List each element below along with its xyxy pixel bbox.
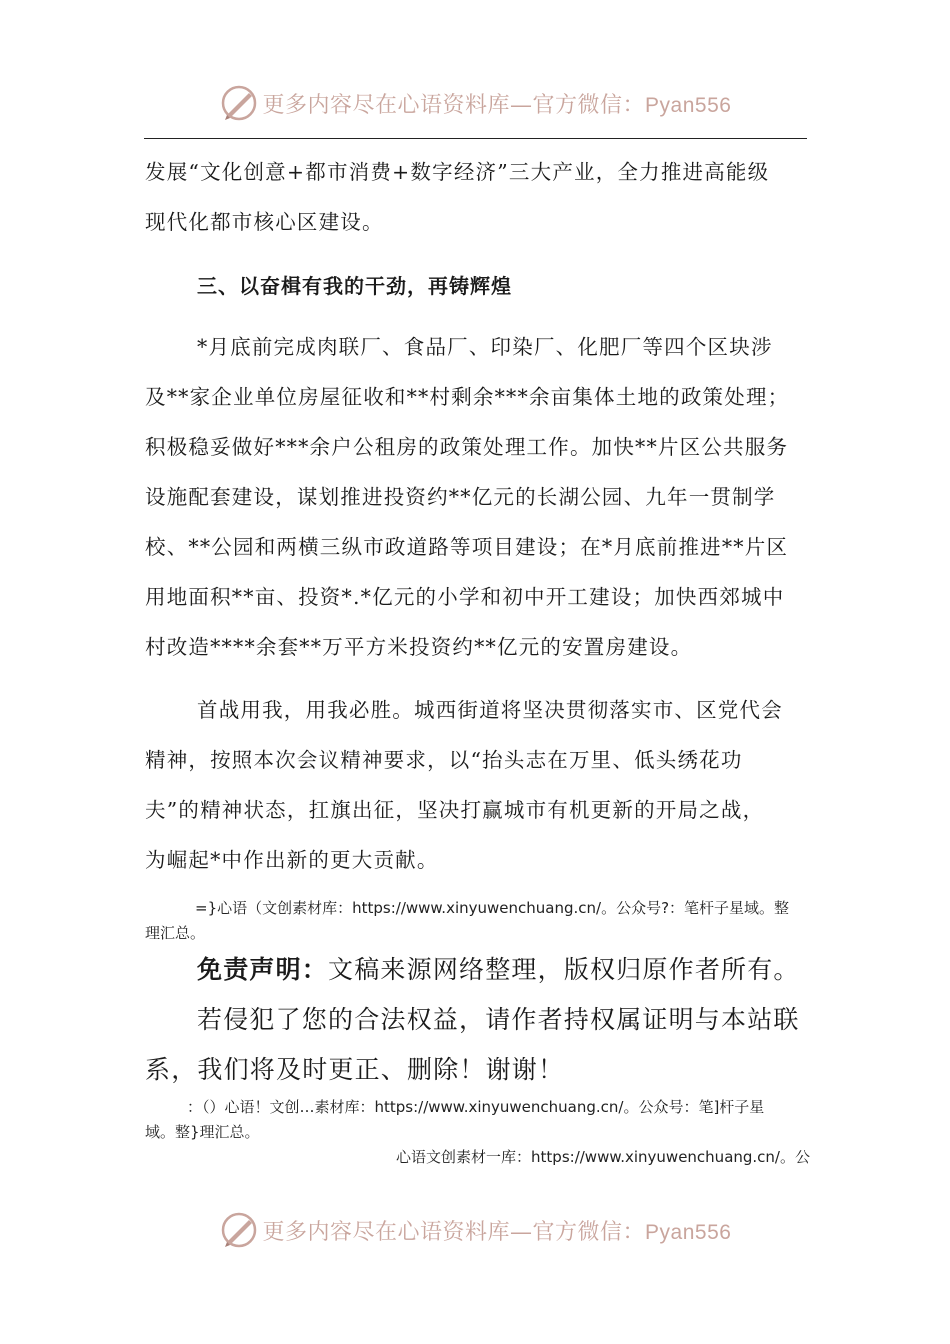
wechat-id: Pyan556 [645,1220,732,1244]
paragraph-2: 首战用我，用我必胜。城西街道将坚决贯彻落实市、区党代会 精神，按照本次会议精神要求，以“抬头志在万里、低头绣花功 夫”的精神状态，扛旗出征，坚决打赢城市有机更新的开局之战， 为崛起*中作出新的更大贡献。 [145,698,783,872]
pen-logo-icon [219,83,259,123]
source-note-2: ：（）心语！文创…素材库：https://www.xinyuwenchuang.cn/。公众号：笔]杆子星 域。整}理汇总。 [145,1098,765,1141]
header-banner [0,77,950,129]
pen-logo-icon [219,1210,259,1250]
disclaimer-label: 免责声明： [197,955,329,984]
wechat-id: Pyan556 [645,93,732,117]
paragraph-1: *月底前完成肉联厂、食品厂、印染厂、化肥厂等四个区块涉 及**家企业单位房屋征收和**村剩余***余亩集体土地的政策处理； 积极稳妥做好***余户公租房的政策处理工作。加快**片区公共服务 设施配套建设，谋划推进投资约**亿元的长湖公园、九年一贯制学 校、**公园和两横三纵市政道路等项目建设；在*月底前推进**片区 用地面积**亩、投资*.*亿元的小学和初中开工建设；加快西郊城中 村改造****余套**万平方米投资约**亿元的安置房建设。 [145,335,790,659]
disclaimer: 免责声明：文稿来源网络整理，版权归原作者所有。 若侵犯了您的合法权益，请作者持权属证明与本站联 系，我们将及时更正、删除！谢谢！ [145,955,800,1084]
banner-text: 更多内容尽在心语资料库—官方微信：Pyan556 [262,1219,732,1245]
source-note-1: =}心语（文创素材库：https://www.xinyuwenchuang.cn/。公众号?：笔杆子星域。整 理汇总。 [145,899,790,942]
section-heading: 三、以奋楫有我的干劲，再铸辉煌 [197,274,512,298]
paragraph-intro: 发展“文化创意+都市消费+数字经济”三大产业，全力推进高能级 现代化都市核心区建设。 [145,160,770,234]
footer-banner [0,1204,950,1256]
source-note-3: 心语文创素材一库：https://www.xinyuwenchuang.cn/。公 [396,1148,810,1166]
header-divider [144,138,807,139]
banner-text: 更多内容尽在心语资料库—官方微信：Pyan556 [262,92,732,118]
